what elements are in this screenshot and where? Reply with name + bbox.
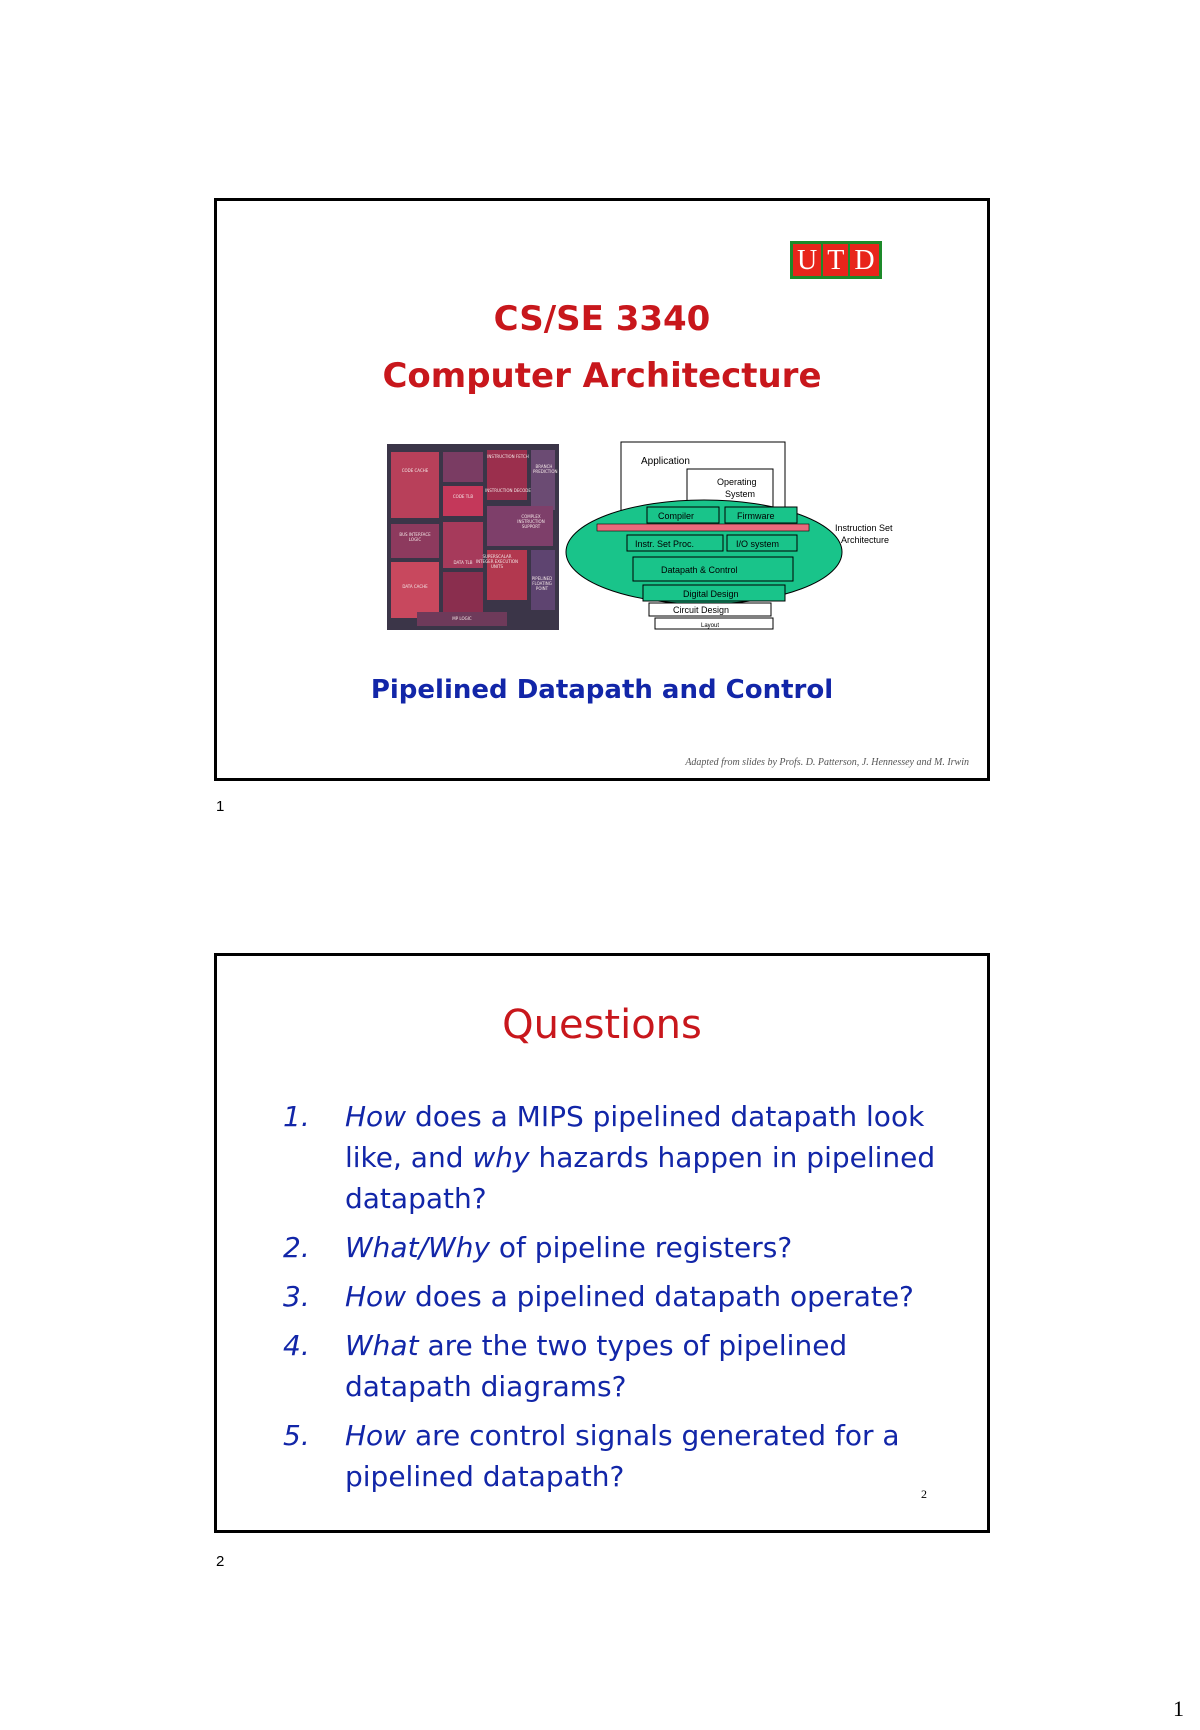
- datapath-control-label: Datapath & Control: [661, 565, 738, 575]
- question-emphasis: How: [345, 1419, 407, 1452]
- questions-list: [283, 1096, 943, 1505]
- slide-1: [214, 198, 990, 781]
- question-text: does a MIPS pipelined datapath look like, and: [345, 1100, 925, 1174]
- course-name: Computer Architecture: [382, 356, 822, 396]
- question-item: [283, 1415, 943, 1497]
- chip-label: INSTRUCTION FETCH: [487, 454, 529, 459]
- operating-system-label: Operating: [717, 477, 757, 487]
- question-number: 5.: [283, 1419, 310, 1452]
- operating-system-label: System: [725, 489, 756, 499]
- question-item: [283, 1276, 943, 1317]
- handout-number: 1: [216, 798, 225, 815]
- question-text: are the two types of pipelined datapath diagrams?: [345, 1329, 848, 1403]
- chip-label: BUS INTERFACE LOGIC: [399, 532, 431, 542]
- isa-bar: [597, 524, 809, 531]
- question-number: 3.: [283, 1280, 310, 1313]
- chip-label: DATA TLB: [453, 560, 473, 565]
- question-emphasis: What: [345, 1329, 419, 1362]
- slide-number: 2: [921, 1487, 927, 1501]
- credit-line: Adapted from slides by Profs. D. Patterson, J. Hennessey and M. Irwin: [685, 757, 969, 768]
- course-code: CS/SE 3340: [493, 299, 711, 339]
- isa-label: Instruction Set: [835, 523, 893, 533]
- question-text: are control signals generated for a pipelined datapath?: [345, 1419, 900, 1493]
- io-system-label: I/O system: [736, 539, 780, 549]
- question-item: [283, 1325, 943, 1407]
- layout-label: Layout: [701, 623, 720, 629]
- question-emphasis: How: [345, 1100, 407, 1133]
- slide-subtitle: Pipelined Datapath and Control: [370, 675, 834, 705]
- question-emphasis: why: [472, 1141, 530, 1174]
- chip-label: BRANCH PREDICTION: [533, 464, 558, 474]
- handout-number: 2: [216, 1553, 225, 1570]
- question-text: does a pipelined datapath operate?: [406, 1280, 914, 1313]
- application-label: Application: [641, 456, 690, 467]
- question-item: [283, 1096, 943, 1219]
- chip-label: COMPLEX INSTRUCTION SUPPORT: [517, 514, 545, 529]
- isa-label: Architecture: [841, 535, 890, 545]
- instr-set-proc-label: Instr. Set Proc.: [635, 539, 695, 549]
- page-number: 1: [1173, 1696, 1184, 1721]
- chip-label: SUPERSCALAR INTEGER EXECUTION UNITS: [475, 554, 519, 569]
- chip-label: CODE TLB: [452, 494, 474, 499]
- firmware-label: Firmware: [737, 511, 775, 521]
- question-item: [283, 1227, 943, 1268]
- chip-label: CODE CACHE: [401, 468, 429, 473]
- question-number: 4.: [283, 1329, 310, 1362]
- chip-label: PIPELINED FLOATING POINT: [531, 576, 553, 591]
- logo-letter: U: [792, 243, 822, 277]
- logo-letter: D: [849, 243, 879, 277]
- question-emphasis: What/Why: [345, 1231, 491, 1264]
- question-number: 2.: [283, 1231, 310, 1264]
- questions-title: Questions: [502, 1002, 702, 1048]
- chip-label: DATA CACHE: [402, 584, 428, 589]
- question-emphasis: How: [345, 1280, 407, 1313]
- logo-letter: T: [822, 243, 849, 277]
- slide-2: [214, 953, 990, 1533]
- digital-design-label: Digital Design: [683, 589, 739, 599]
- question-number: 1.: [283, 1100, 310, 1133]
- chip-label: INSTRUCTION DECODE: [485, 488, 531, 493]
- compiler-label: Compiler: [658, 511, 695, 521]
- chip-label: MP LOGIC: [452, 616, 472, 621]
- circuit-design-label: Circuit Design: [673, 605, 730, 615]
- question-text: of pipeline registers?: [490, 1231, 793, 1264]
- question-text: hazards happen in pipelined datapath?: [345, 1141, 936, 1215]
